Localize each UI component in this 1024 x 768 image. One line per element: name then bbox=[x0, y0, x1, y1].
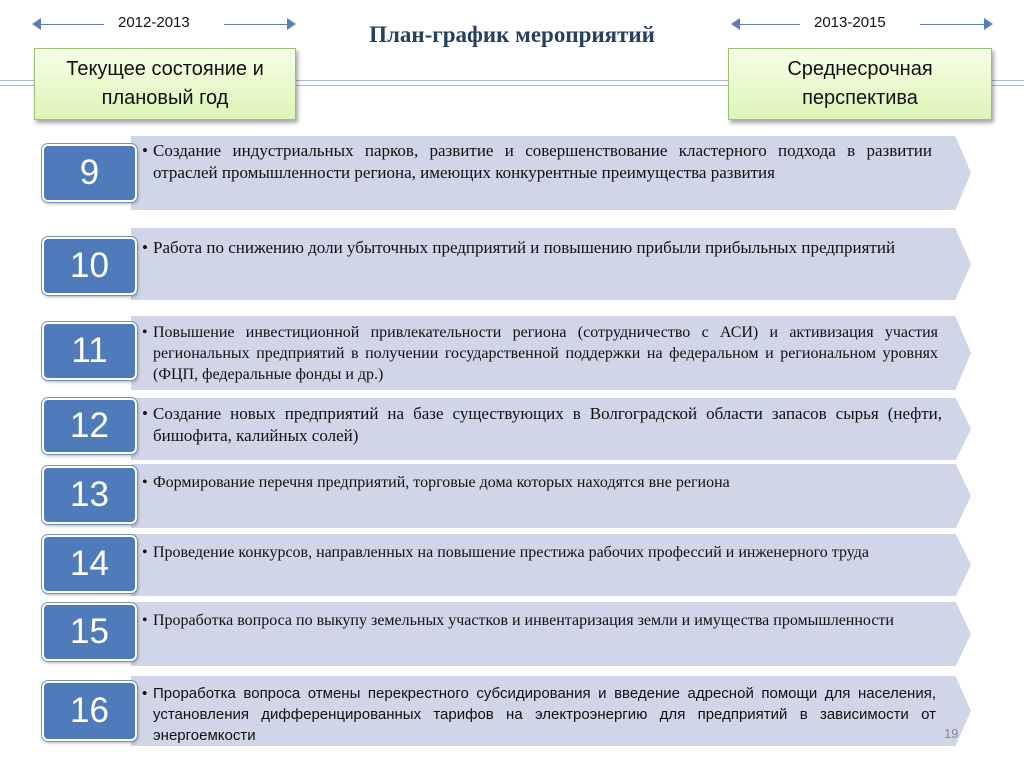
item-text-content: Проведение конкурсов, направленных на повышение престижа рабочих профессий и инженерного труда bbox=[153, 544, 870, 561]
bullet-icon: • bbox=[142, 544, 148, 561]
item-text-content: Проработка вопроса по выкупу земельных участков и инвентаризация земли и имущества промышленности bbox=[153, 612, 894, 629]
item-text bbox=[142, 322, 938, 385]
item-text-content: Повышение инвестиционной привлекательности региона (сотрудничество с АСИ) и активизация участия региональных предприятий в получении государственной поддержки на федеральном и региональном уровнях (ФЦП, федеральные фонды и др.) bbox=[153, 324, 938, 383]
item-text bbox=[142, 237, 937, 259]
medium-term-box bbox=[728, 48, 992, 120]
item-number-badge: 14 bbox=[42, 535, 137, 593]
item-number-badge: 15 bbox=[42, 603, 137, 661]
item-text-content: Формирование перечня предприятий, торговые дома которых находятся вне региона bbox=[153, 474, 730, 491]
item-number-badge: 13 bbox=[42, 466, 137, 524]
bullet-icon: • bbox=[142, 141, 148, 160]
item-text bbox=[142, 683, 936, 746]
left-period-label: 2012-2013 bbox=[118, 14, 190, 31]
item-text-content: Проработка вопроса отмены перекрестного субсидирования и введение адресной помощи для населения, установления дифференцированных тарифов на электроэнергию для предприятий в зависимости от энергоемкости bbox=[153, 685, 936, 744]
current-state-line1: Текущее состояние и bbox=[66, 58, 264, 80]
item-text bbox=[142, 542, 943, 564]
item-text-content: Создание индустриальных парков, развитие и совершенствование кластерного подхода в развитии отраслей промышленности региона, имеющих конкурентные преимущества развития bbox=[153, 141, 932, 182]
bullet-icon: • bbox=[142, 612, 148, 629]
item-number-badge: 12 bbox=[42, 398, 137, 454]
item-text bbox=[142, 140, 932, 184]
bullet-icon: • bbox=[142, 474, 148, 491]
item-number-badge: 10 bbox=[42, 237, 137, 295]
bullet-icon: • bbox=[142, 324, 148, 341]
item-text-content: Создание новых предприятий на базе существующих в Волгоградской области запасов сырья (нефти, бишофита, калийных солей) bbox=[153, 404, 942, 445]
page-number: 19 bbox=[944, 726, 959, 741]
bullet-icon: • bbox=[142, 404, 148, 423]
item-text bbox=[142, 610, 943, 632]
right-arrow-head-icon-2 bbox=[984, 18, 993, 30]
left-arrow-head-icon-2 bbox=[731, 18, 740, 30]
current-state-box bbox=[34, 48, 296, 120]
item-text bbox=[142, 403, 942, 447]
item-number-badge: 9 bbox=[42, 144, 137, 202]
right-period-label: 2013-2015 bbox=[814, 14, 886, 31]
bullet-icon: • bbox=[142, 238, 148, 257]
medium-term-line1: Среднесрочная bbox=[787, 58, 933, 80]
current-state-line2: плановый год bbox=[101, 87, 229, 109]
page-title: План-график мероприятий bbox=[369, 22, 655, 47]
bullet-icon: • bbox=[142, 685, 148, 702]
item-text bbox=[142, 472, 942, 494]
right-arrow-line-right bbox=[920, 24, 984, 25]
medium-term-line2: перспектива bbox=[802, 87, 918, 109]
right-arrow-line-left bbox=[740, 24, 800, 25]
item-text-content: Работа по снижению доли убыточных предприятий и повышению прибыли прибыльных предприятий bbox=[153, 238, 896, 257]
item-number-badge: 11 bbox=[42, 322, 137, 380]
item-number-badge: 16 bbox=[42, 681, 137, 741]
